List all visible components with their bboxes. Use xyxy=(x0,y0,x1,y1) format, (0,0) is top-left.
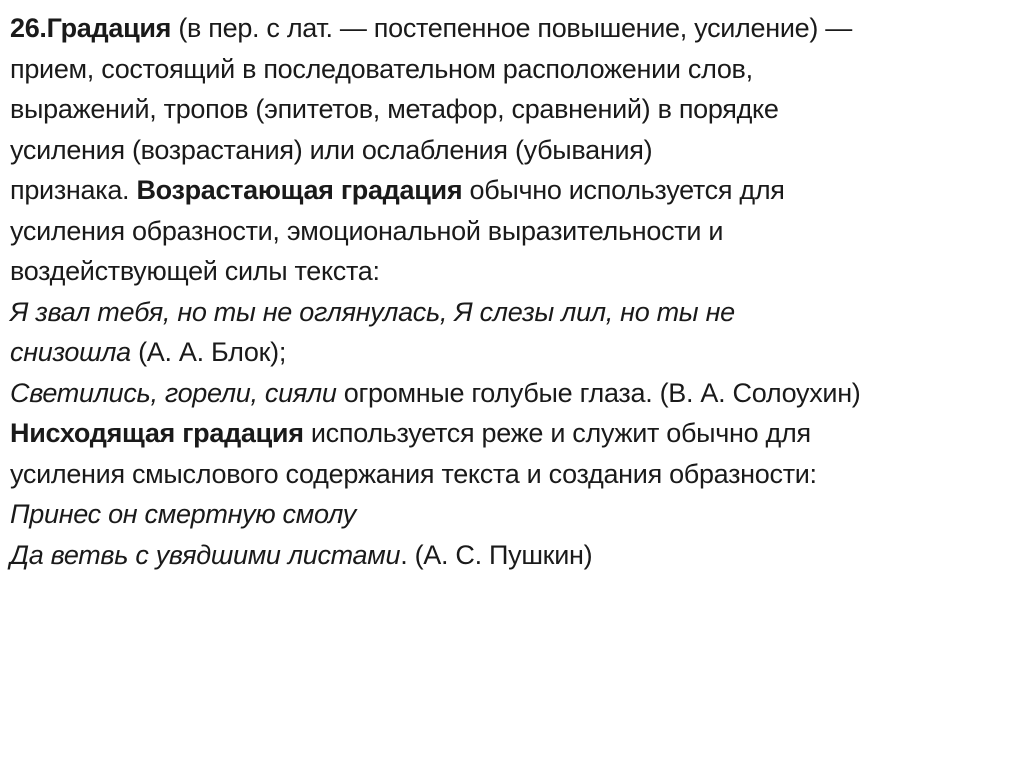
ascending-term: Возрастающая градация xyxy=(136,175,463,205)
definition-line-2: прием, состоящий в последовательном расположении слов, xyxy=(10,53,753,84)
example3-author: . (А. С. Пушкин) xyxy=(400,539,593,570)
descending-term: Нисходящая градация xyxy=(10,418,304,448)
example3-line-1: Принес он смертную смолу xyxy=(10,499,356,529)
example1-author: (А. А. Блок); xyxy=(130,337,287,367)
ascending-desc-line-3: воздействующей силы текста: xyxy=(10,256,380,286)
definition-line-5 xyxy=(10,170,1014,211)
definition-line-1 xyxy=(10,8,1014,49)
example2-rest: огромные голубые глаза. (В. А. Солоухин) xyxy=(336,377,861,408)
descending-desc: используется реже и служит обычно для xyxy=(303,418,811,448)
example1-quote-end: снизошла xyxy=(10,337,131,367)
descending-line-1 xyxy=(10,413,1014,454)
example1-line-1: Я звал тебя, но ты не оглянулась, Я слезы лил, но ты не xyxy=(10,296,735,327)
ascending-desc-line-2: усиления образности, эмоциональной выразительности и xyxy=(10,215,724,246)
definition-line-4: усиления (возрастания) или ослабления (убывания) xyxy=(10,134,653,165)
example3-quote-end: Да ветвь с увядшими листами xyxy=(10,539,401,570)
example3-line-2 xyxy=(10,535,1014,576)
definition-text: (в пер. с лат. — постепенное повышение, усиление) — xyxy=(171,13,852,43)
definition-line-3: выражений, тропов (эпитетов, метафор, сравнений) в порядке xyxy=(10,94,779,124)
example1-line-2 xyxy=(10,332,1014,373)
ascending-desc: обычно используется для xyxy=(462,175,785,205)
definition-end: признака. xyxy=(10,175,137,205)
example2-quote: Светились, горели, сияли xyxy=(10,377,337,408)
descending-desc-line-2: усиления смыслового содержания текста и создания образности: xyxy=(10,458,817,489)
example2-line xyxy=(10,373,1014,414)
term-title: 26.Градация xyxy=(10,13,172,43)
slide-text-block xyxy=(10,8,1014,575)
